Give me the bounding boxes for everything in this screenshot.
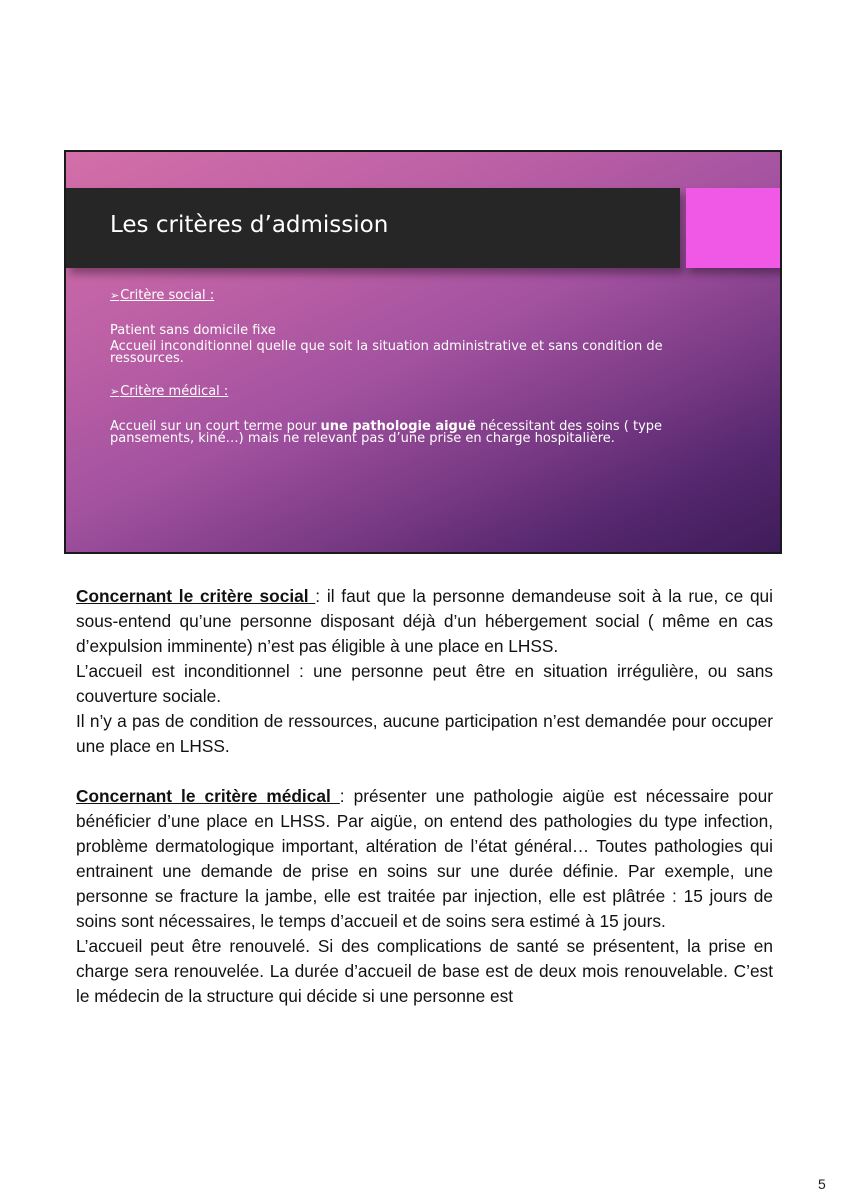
medical-text-bold: une pathologie aiguë: [320, 419, 476, 434]
accent-block: [686, 188, 782, 268]
medical-text-before: Accueil sur un court terme pour: [110, 419, 321, 434]
social-heading-text: Critère social :: [120, 288, 215, 303]
social-text-2: L’accueil est inconditionnel : une personne peut être en situation irrégulière, ou sans couverture sociale.: [76, 661, 773, 706]
arrowhead-bullet-icon: ➢: [110, 385, 120, 398]
notes-body: [76, 584, 773, 1009]
slide-content: [110, 290, 670, 445]
medical-criterion-heading: [110, 386, 670, 398]
social-text-1: : il faut que la personne demandeuse soit à la rue, ce qui sous-entend qu’une personne disposant déjà d’un hébergement social ( même en cas d’expulsion imminente) n’est pas éligible à une place en LHSS.: [76, 586, 774, 656]
social-line-2: Accueil inconditionnel quelle que soit la situation administrative et sans condition de ressources.: [110, 339, 663, 366]
medical-description: [110, 421, 670, 445]
slide-title-bar: [66, 188, 680, 268]
slide-title: Les critères d’admission: [110, 212, 389, 238]
medical-text-1: : présenter une pathologie aigüe est nécessaire pour bénéficier d’une place en LHSS. Par aigüe, on entend des pathologies du type infection, problème dermatologique important, altération de l’état général… Toutes pathologies qui entrainent une demande de prise en soins sur une durée définie. Par exemple, une personne se fracture la jambe, elle est traitée par injection, elle est plâtrée : 15 jours de soins sont nécessaires, le temps d’accueil et de soins sera estimé à 15 jours.: [76, 786, 773, 931]
slide: [64, 150, 782, 554]
medical-text-2: L’accueil peut être renouvelé. Si des complications de santé se présentent, la prise en charge sera renouvelée. La durée d’accueil de base est de deux mois renouvelable. C’est le médecin de la structure qui décide si une personne est: [76, 936, 773, 1006]
medical-text-after: nécessitant des soins ( type pansements, kiné…) mais ne relevant pas d’une prise en charge hospitalière.: [110, 419, 663, 446]
medical-lead: Concernant le critère médical: [76, 786, 340, 806]
medical-heading-text: Critère médical :: [120, 384, 229, 399]
social-text-3: Il n’y a pas de condition de ressources, aucune participation n’est demandée pour occuper une place en LHSS.: [76, 711, 773, 756]
social-criterion-heading: [110, 290, 670, 302]
medical-paragraph: [76, 784, 773, 934]
page-number: 5: [818, 1176, 826, 1192]
social-paragraph: [76, 584, 773, 659]
social-line-1: Patient sans domicile fixe: [110, 323, 276, 338]
social-lead: Concernant le critère social: [76, 586, 316, 606]
arrowhead-bullet-icon: ➢: [110, 289, 120, 302]
